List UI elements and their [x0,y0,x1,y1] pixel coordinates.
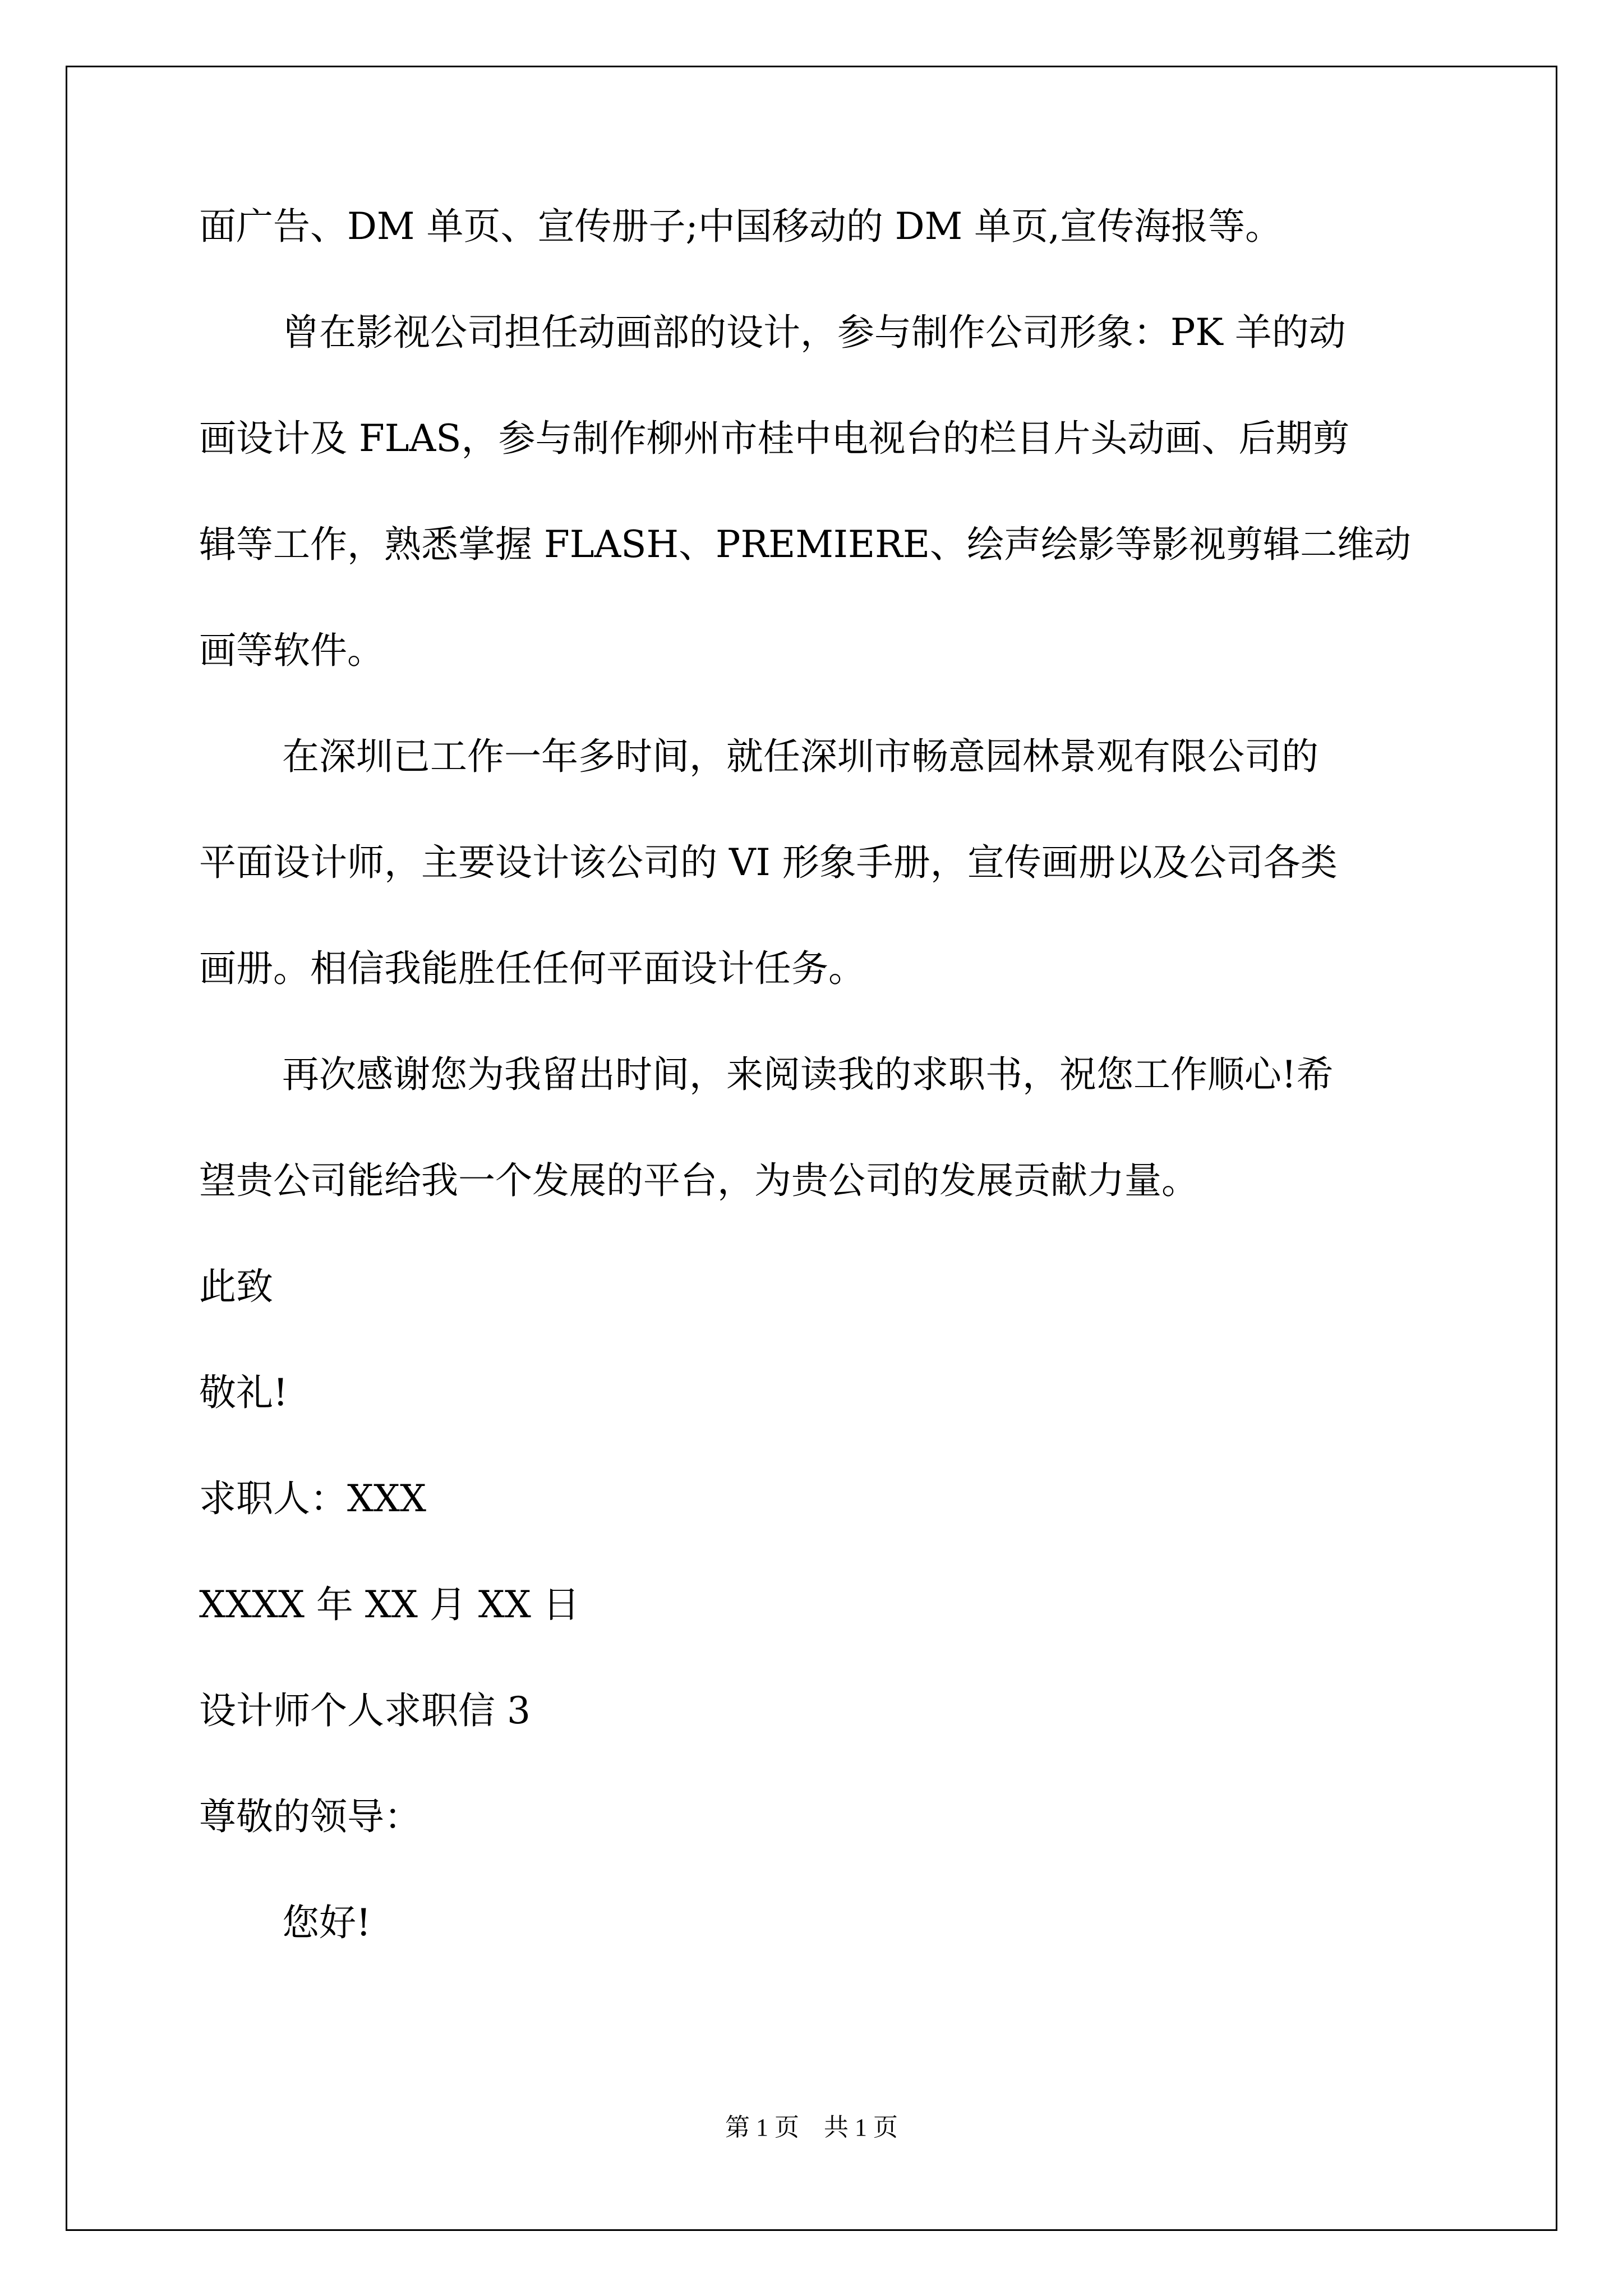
applicant-line: 求职人：XXX [199,1477,426,1520]
page-footer: 第 1 页 共 1 页 [725,2114,898,2141]
closing-line: 此致 [199,1265,273,1308]
paragraph-line: 在深圳已工作一年多时间，就任深圳市畅意园林景观有限公司的 [282,735,1318,778]
text-line: 面广告、DM 单页、宣传册子;中国移动的 DM 单页,宣传海报等。 [199,205,1283,248]
text-line: 画册。相信我能胜任任何平面设计任务。 [199,947,865,990]
greeting-line: 您好! [282,1901,371,1944]
text-line: 辑等工作，熟悉掌握 FLASH、PREMIERE、绘声绘影等影视剪辑二维动 [199,523,1412,566]
greeting-line: 尊敬的领导： [199,1795,421,1838]
paragraph-line: 再次感谢您为我留出时间，来阅读我的求职书，祝您工作顺心!希 [282,1053,1334,1096]
section-title: 设计师个人求职信 3 [199,1689,531,1732]
text-line: 画设计及 FLAS，参与制作柳州市桂中电视台的栏目片头动画、后期剪 [199,417,1350,460]
text-line: 平面设计师，主要设计该公司的 VI 形象手册，宣传画册以及公司各类 [199,841,1338,884]
salutation-line: 敬礼! [199,1371,288,1414]
text-line: 画等软件。 [199,629,384,672]
date-line: XXXX 年 XX 月 XX 日 [199,1583,580,1626]
text-line: 望贵公司能给我一个发展的平台，为贵公司的发展贡献力量。 [199,1159,1198,1202]
paragraph-line: 曾在影视公司担任动画部的设计，参与制作公司形象：PK 羊的动 [282,311,1346,354]
